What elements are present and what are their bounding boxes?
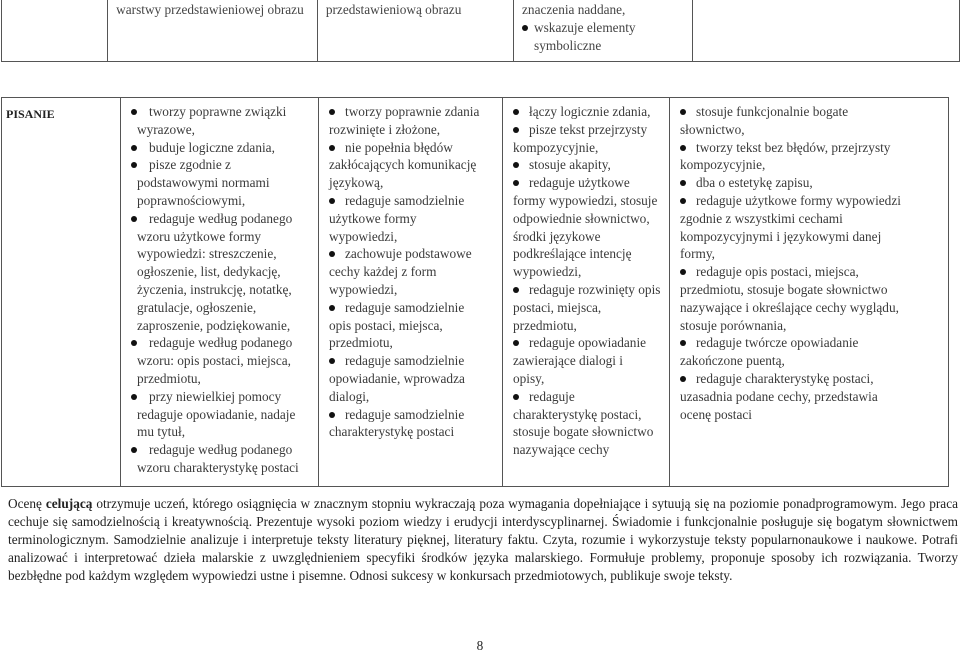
- continuation-line: wypowiedzi: streszczenie,: [137, 246, 277, 262]
- bullet-item: stosuje akapity,: [513, 156, 663, 174]
- area-label-cell: [2, 98, 121, 487]
- continuation-line: gratulacje, ogłoszenie,: [137, 299, 257, 315]
- continuation-line: wzoru charakterystykę postaci: [137, 459, 299, 475]
- top-table-fragment: [1, 0, 960, 62]
- continuation-line: kompozycyjnymi i językowymi danej: [680, 228, 882, 244]
- continuation-line: formy wypowiedzi, stosuje: [513, 192, 658, 208]
- bullet-item: redaguje samodzielnie: [329, 299, 496, 317]
- continuation-line: opowiadanie, wprowadza: [329, 370, 465, 386]
- requirements-cell-4: [670, 98, 949, 487]
- grade-text: otrzymuje uczeń, którego osiągnięcia w znacznym stopniu wykraczają poza wymagania dopełniające i sytuują się na poziomie ponadprogramowym. Jego praca cechuje się samodzielnością i kreatywnością. Prezentuje wysoki poziom wiedzy i erudycji interdyscyplinarnej. Świadomie i funkcjonalnie posługuje się bogatym słownictwem terminologicznym. Samodzielnie analizuje i interpretuje teksty literatury pięknej, literatury faktu. Czyta, rozumie i wykorzystuje teksty popularnonaukowe i naukowe. Potrafi analizować i interpretować dzieła malarskie z uwzględnieniem specyfiki środków języka malarskiego. Formułuje problemy, proponuje sposoby ich rozwiązania. Tworzy bezbłędne pod każdym względem wypowiedzi ustne i pisemne. Odnosi sukcesy w konkursach przedmiotowych, publikuje swoje teksty.: [8, 496, 959, 583]
- top-cell-2-text: przedstawieniową obrazu: [325, 2, 462, 17]
- bullet-item: zachowuje podstawowe: [329, 245, 496, 263]
- top-cell-2: [317, 0, 513, 62]
- continuation-line: przedmiotu,: [513, 317, 577, 333]
- bullet-item: redaguje według podanego: [133, 334, 314, 352]
- bullet-item: redaguje użytkowe: [513, 174, 663, 192]
- continuation-line: rozwinięte i złożone,: [329, 121, 441, 137]
- bullet-item: redaguje charakterystykę postaci,: [680, 370, 942, 388]
- continuation-line: opisy,: [513, 370, 545, 386]
- continuation-line: charakterystykę postaci: [329, 424, 455, 440]
- grade-description: [8, 495, 958, 585]
- bullet-item: redaguje według podanego: [133, 441, 314, 459]
- continuation-line: środki językowe: [513, 228, 601, 244]
- continuation-line: przedmiotu,: [329, 335, 393, 351]
- continuation-line: życzenia, instrukcję, notatkę,: [137, 281, 292, 297]
- top-cell-1-text: warstwy przedstawieniowej obrazu: [116, 2, 304, 17]
- area-label: PISANIE: [6, 107, 55, 121]
- top-empty-cell-right: [693, 0, 960, 62]
- continuation-line: językową,: [329, 175, 384, 191]
- continuation-line: przedmiotu,: [137, 370, 201, 386]
- continuation-line: redaguje opowiadanie, nadaje: [137, 406, 296, 422]
- continuation-line: poprawnościowymi,: [137, 192, 246, 208]
- continuation-line: nazywające i określające cechy wyglądu,: [680, 299, 899, 315]
- bullet-item: redaguje opowiadanie: [513, 334, 663, 352]
- bullet-item: tworzy poprawne związki: [133, 103, 314, 121]
- bullet-item: tworzy poprawnie zdania: [329, 103, 496, 121]
- bullet-item: redaguje rozwinięty opis: [513, 281, 663, 299]
- continuation-line: dialogi,: [329, 388, 370, 404]
- bullet-item: buduje logiczne zdania,: [133, 139, 314, 157]
- requirements-cell-2: [319, 98, 503, 487]
- bullet-item: redaguje według podanego: [133, 210, 314, 228]
- continuation-line: charakterystykę postaci,: [513, 406, 642, 422]
- continuation-line: przedmiotu, stosuje bogate słownictwo: [680, 281, 888, 297]
- bullet-item: redaguje samodzielnie: [329, 352, 496, 370]
- bullet-item: redaguje samodzielnie: [329, 406, 496, 424]
- continuation-line: postaci, miejsca,: [513, 299, 602, 315]
- continuation-line: nazywające cechy: [513, 442, 610, 458]
- continuation-line: stosuje porównania,: [680, 317, 787, 333]
- bullet-item: redaguje opis postaci, miejsca,: [680, 263, 942, 281]
- continuation-line: podstawowymi normami: [137, 175, 270, 191]
- continuation-line: uzasadnia podane cechy, przedstawia: [680, 388, 878, 404]
- continuation-line: wypowiedzi,: [329, 228, 398, 244]
- continuation-line: słownictwo,: [680, 121, 745, 137]
- requirements-list-2: [319, 98, 502, 445]
- continuation-line: opis postaci, miejsca,: [329, 317, 443, 333]
- continuation-line: formy,: [680, 246, 715, 262]
- continuation-line: zaproszenie, podziękowanie,: [137, 317, 291, 333]
- continuation-line: odpowiednie słownictwo,: [513, 210, 650, 226]
- bullet-item: tworzy tekst bez błędów, przejrzysty: [680, 139, 942, 157]
- grade-lead: Ocenę: [8, 496, 42, 511]
- continuation-line: wzoru użytkowe formy: [137, 228, 262, 244]
- top-cell-3-bullet: wskazuje elementy symboliczne: [522, 19, 684, 55]
- top-cell-1: [108, 0, 318, 62]
- continuation-line: użytkowe formy: [329, 210, 417, 226]
- top-cell-3-line: znaczenia naddane,: [522, 2, 626, 17]
- bullet-item: pisze tekst przejrzysty: [513, 121, 663, 139]
- continuation-line: zakończone puentą,: [680, 353, 785, 369]
- bullet-item: redaguje samodzielnie: [329, 192, 496, 210]
- bullet-item: stosuje funkcjonalnie bogate: [680, 103, 942, 121]
- continuation-line: stosuje bogate słownictwo: [513, 424, 654, 440]
- grade-name: celującą: [45, 496, 93, 511]
- continuation-line: cechy każdej z form: [329, 264, 437, 280]
- continuation-line: zawierające dialogi i: [513, 353, 624, 369]
- requirements-list-4: [670, 98, 948, 427]
- continuation-line: ocenę postaci: [680, 406, 752, 422]
- bullet-item: redaguje użytkowe formy wypowiedzi: [680, 192, 942, 210]
- continuation-line: wypowiedzi,: [329, 281, 398, 297]
- requirements-table: [1, 97, 949, 487]
- continuation-line: zgodnie z wszystkimi cechami: [680, 210, 843, 226]
- bullet-item: przy niewielkiej pomocy: [133, 388, 314, 406]
- bullet-item: nie popełnia błędów: [329, 139, 496, 157]
- bullet-item: dba o estetykę zapisu,: [680, 174, 942, 192]
- bullet-item: łączy logicznie zdania,: [513, 103, 663, 121]
- continuation-line: wypowiedzi,: [513, 264, 582, 280]
- requirements-list-1: [121, 98, 318, 481]
- continuation-line: podkreślające intencję: [513, 246, 632, 262]
- continuation-line: mu tytuł,: [137, 424, 186, 440]
- continuation-line: kompozycyjnie,: [680, 157, 766, 173]
- bullet-item: redaguje: [513, 388, 663, 406]
- page-number: 8: [476, 638, 484, 653]
- continuation-line: ogłoszenie, list, dedykację,: [137, 264, 281, 280]
- continuation-line: kompozycyjnie,: [513, 139, 599, 155]
- requirements-cell-3: [503, 98, 670, 487]
- top-empty-cell: [2, 0, 108, 62]
- requirements-list-3: [503, 98, 669, 463]
- continuation-line: wyrazowe,: [137, 121, 195, 137]
- bullet-item: pisze zgodnie z: [133, 156, 314, 174]
- requirements-cell-1: [121, 98, 319, 487]
- top-cell-3: [514, 0, 693, 62]
- bullet-item: redaguje twórcze opowiadanie: [680, 334, 942, 352]
- continuation-line: wzoru: opis postaci, miejsca,: [137, 353, 291, 369]
- continuation-line: zakłócających komunikację: [329, 157, 477, 173]
